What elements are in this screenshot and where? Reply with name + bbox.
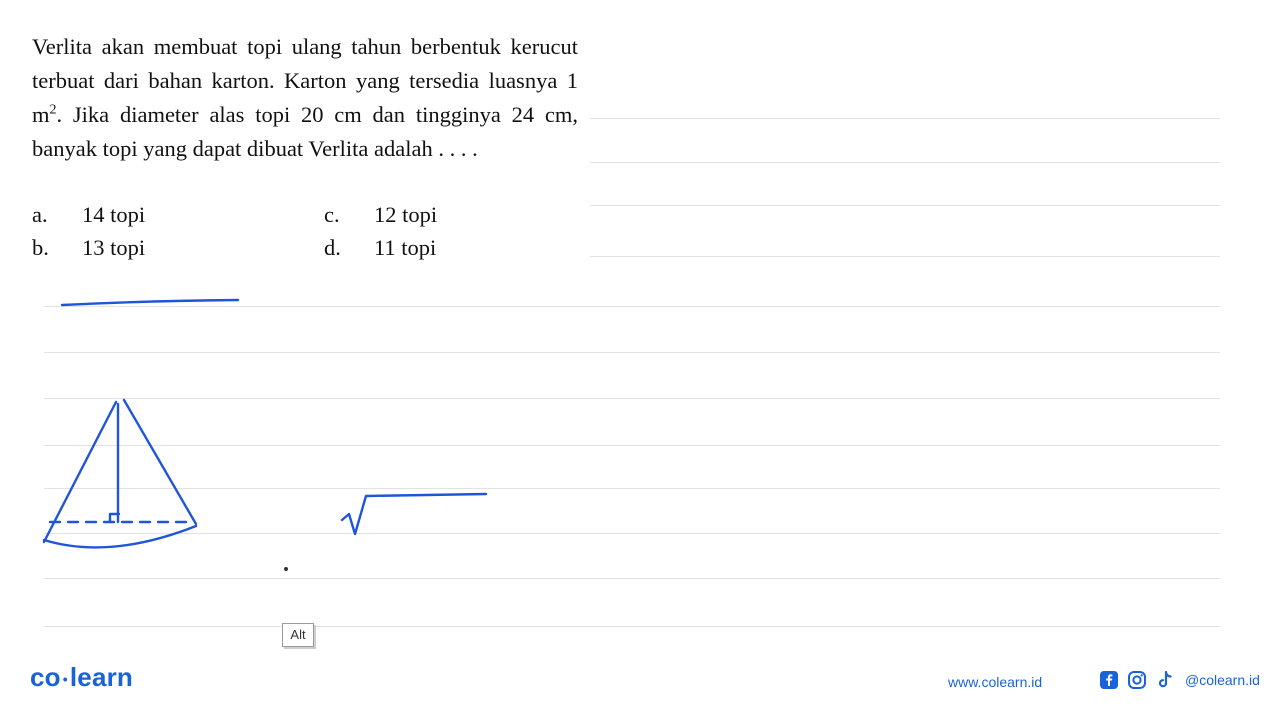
equation-3-radicand: 676 [362, 502, 424, 540]
tiktok-icon[interactable] [1155, 670, 1175, 690]
social-handle[interactable]: @colearn.id [1185, 672, 1260, 688]
instagram-icon[interactable] [1127, 670, 1147, 690]
facebook-icon[interactable] [1099, 670, 1119, 690]
cone-base-curve [44, 526, 196, 547]
option-a: a. 14 topi [32, 202, 146, 227]
hand-line-luas-karton: luas Kardon [58, 274, 217, 305]
equation-2: S² = 576 + 100 [256, 454, 506, 492]
option-b: b. 13 topi [32, 235, 146, 260]
cone-label-radius: 10 [86, 534, 106, 552]
question-text: Verlita akan membuat topi ulang tahun berbentuk kerucut terbuat dari bahan karton. Karton yang tersedia luasnya 1 $m^2$. Jika diameter alas topi 20 cm dan tingginya 24 cm, banyak topi yang dapat dibuat Verlita adalah . . . . [32, 34, 578, 161]
alt-key-badge: Alt [282, 623, 314, 647]
cone-label-height: 24 [124, 469, 146, 489]
website-link[interactable]: www.colearn.id [948, 674, 1043, 690]
sqrt-sign [342, 494, 486, 534]
cone-right-edge [124, 400, 196, 524]
cone-label-s: S [40, 431, 60, 466]
social-links [1099, 670, 1260, 690]
equation-3-left: S = [256, 502, 314, 540]
underline-stroke [62, 300, 238, 305]
hand-sup-2: 2 [414, 312, 424, 330]
colearn-logo: co •learn [30, 662, 134, 692]
option-c: c. 12 topi [324, 202, 438, 227]
option-d: d. 11 topi [324, 235, 437, 260]
stray-dot [284, 567, 288, 571]
hand-sup-1: 2 [136, 312, 146, 330]
hand-equals: = [175, 321, 198, 352]
equation-1: S² = 24² + 10² [256, 406, 491, 444]
hand-line-1m: 1 M [68, 321, 118, 352]
hand-line-10000cm: 10.000 CM [236, 321, 382, 352]
